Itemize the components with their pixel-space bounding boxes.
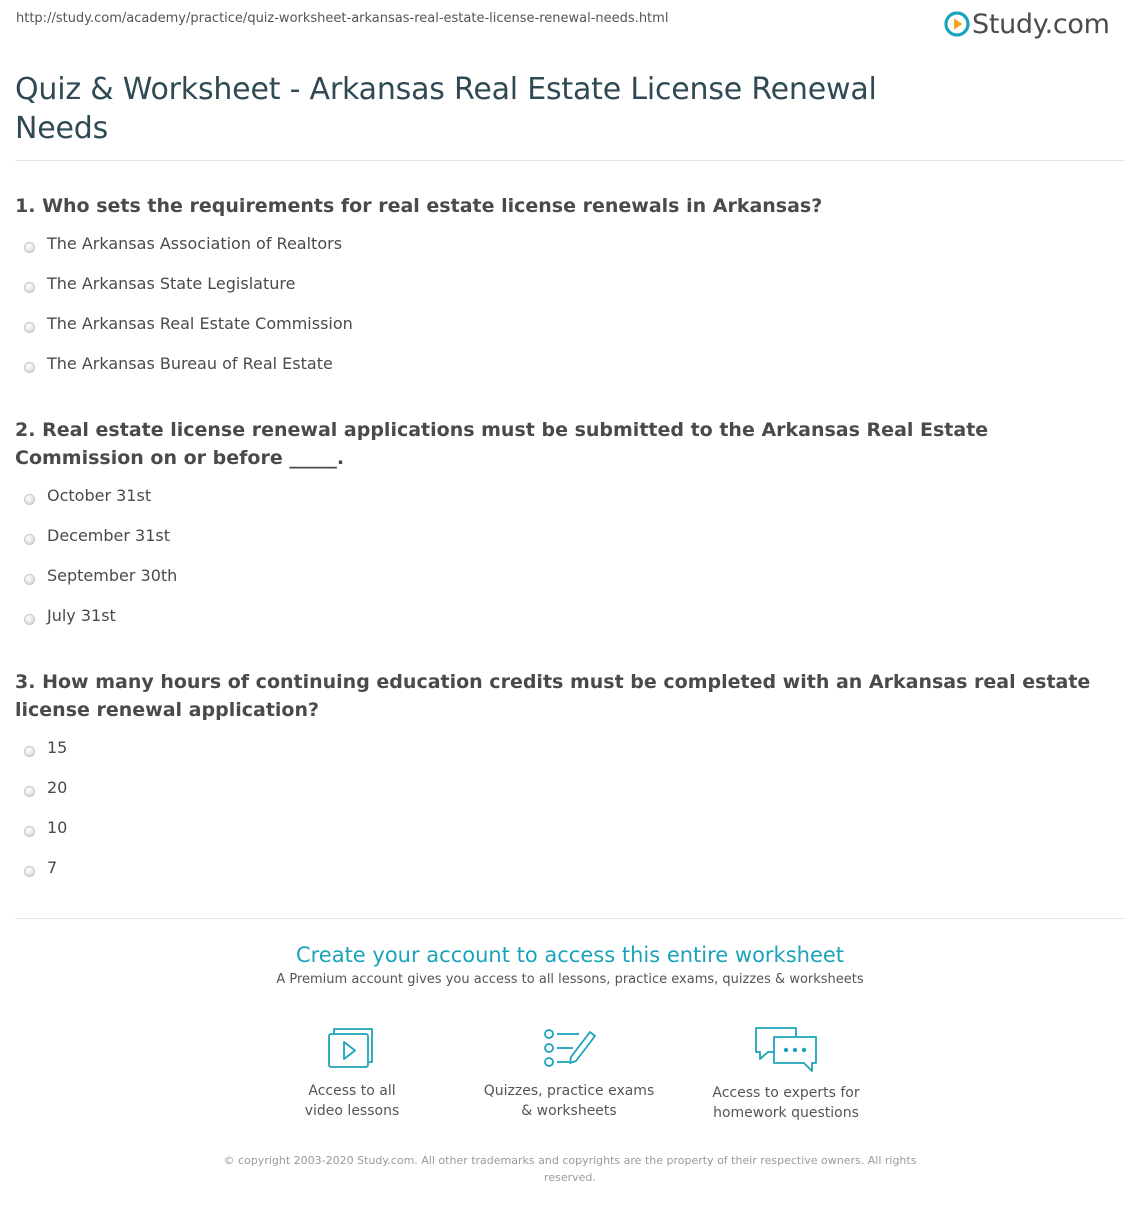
feature-label: Access to all video lessons	[304, 1083, 400, 1119]
quizzes-checklist-icon	[541, 1025, 597, 1071]
answer-option[interactable]	[15, 353, 1115, 393]
copyright-footer: © copyright 2003-2020 Study.com. All other trademarks and copyrights are the property of their respective owners. All rights reserved.	[223, 1154, 917, 1184]
radio-button-icon[interactable]	[24, 242, 35, 253]
logo-play-icon	[944, 11, 970, 37]
answer-label: 7	[47, 858, 58, 877]
answer-label: September 30th	[47, 566, 178, 585]
answer-label: The Arkansas Real Estate Commission	[47, 314, 353, 333]
feature-video-lessons	[252, 1025, 452, 1121]
radio-button-icon[interactable]	[24, 866, 35, 877]
feature-label: Quizzes, practice exams & worksheets	[483, 1083, 655, 1119]
page-title: Quiz & Worksheet - Arkansas Real Estate License Renewal Needs	[15, 72, 877, 146]
answer-option[interactable]	[15, 485, 1115, 525]
question-text: 2. Real estate license renewal applications must be submitted to the Arkansas Real Estate Commission on or before _____.	[15, 419, 989, 469]
answer-option[interactable]	[15, 233, 1115, 273]
radio-button-icon[interactable]	[24, 494, 35, 505]
question-1	[15, 192, 1115, 393]
radio-button-icon[interactable]	[24, 574, 35, 585]
answer-options	[15, 737, 1115, 897]
answer-label: December 31st	[47, 526, 171, 545]
feature-quizzes	[469, 1025, 669, 1121]
create-account-link[interactable]: Create your account to access this entire worksheet	[295, 943, 845, 967]
radio-button-icon[interactable]	[24, 322, 35, 333]
answer-option[interactable]	[15, 273, 1115, 313]
answer-option[interactable]	[15, 605, 1115, 645]
question-3	[15, 668, 1115, 897]
experts-chat-icon	[754, 1025, 818, 1073]
question-2	[15, 416, 1115, 645]
answer-option[interactable]	[15, 525, 1115, 565]
answer-label: October 31st	[47, 486, 152, 505]
page-url: http://study.com/academy/practice/quiz-worksheet-arkansas-real-estate-license-renewal-needs.html	[16, 11, 669, 26]
radio-button-icon[interactable]	[24, 534, 35, 545]
video-lessons-icon	[326, 1025, 378, 1071]
answer-label: July 31st	[47, 606, 116, 625]
radio-button-icon[interactable]	[24, 786, 35, 797]
answer-options	[15, 485, 1115, 645]
answer-option[interactable]	[15, 857, 1115, 897]
answer-label: The Arkansas State Legislature	[47, 274, 296, 293]
logo-text: Study.com	[972, 8, 1110, 40]
answer-option[interactable]	[15, 565, 1115, 605]
radio-button-icon[interactable]	[24, 826, 35, 837]
answer-label: 10	[47, 818, 68, 837]
question-text: 1. Who sets the requirements for real estate license renewals in Arkansas?	[15, 195, 823, 217]
study-logo[interactable]	[944, 6, 1110, 42]
answer-option[interactable]	[15, 737, 1115, 777]
feature-label: Access to experts for homework questions	[712, 1085, 860, 1121]
answer-label: 15	[47, 738, 68, 757]
answer-label: 20	[47, 778, 68, 797]
answer-label: The Arkansas Bureau of Real Estate	[47, 354, 333, 373]
feature-experts	[686, 1025, 886, 1123]
answer-label: The Arkansas Association of Realtors	[47, 234, 343, 253]
radio-button-icon[interactable]	[24, 614, 35, 625]
question-text: 3. How many hours of continuing education credits must be completed with an Arkansas real estate license renewal application?	[15, 671, 1091, 721]
radio-button-icon[interactable]	[24, 746, 35, 757]
radio-button-icon[interactable]	[24, 282, 35, 293]
answer-option[interactable]	[15, 313, 1115, 353]
questions-divider	[15, 918, 1125, 919]
answer-option[interactable]	[15, 777, 1115, 817]
answer-options	[15, 233, 1115, 393]
answer-option[interactable]	[15, 817, 1115, 857]
radio-button-icon[interactable]	[24, 362, 35, 373]
title-divider	[15, 160, 1125, 161]
cta-subtitle: A Premium account gives you access to all lessons, practice exams, quizzes & worksheets	[276, 972, 864, 987]
premium-cta	[0, 942, 1140, 987]
